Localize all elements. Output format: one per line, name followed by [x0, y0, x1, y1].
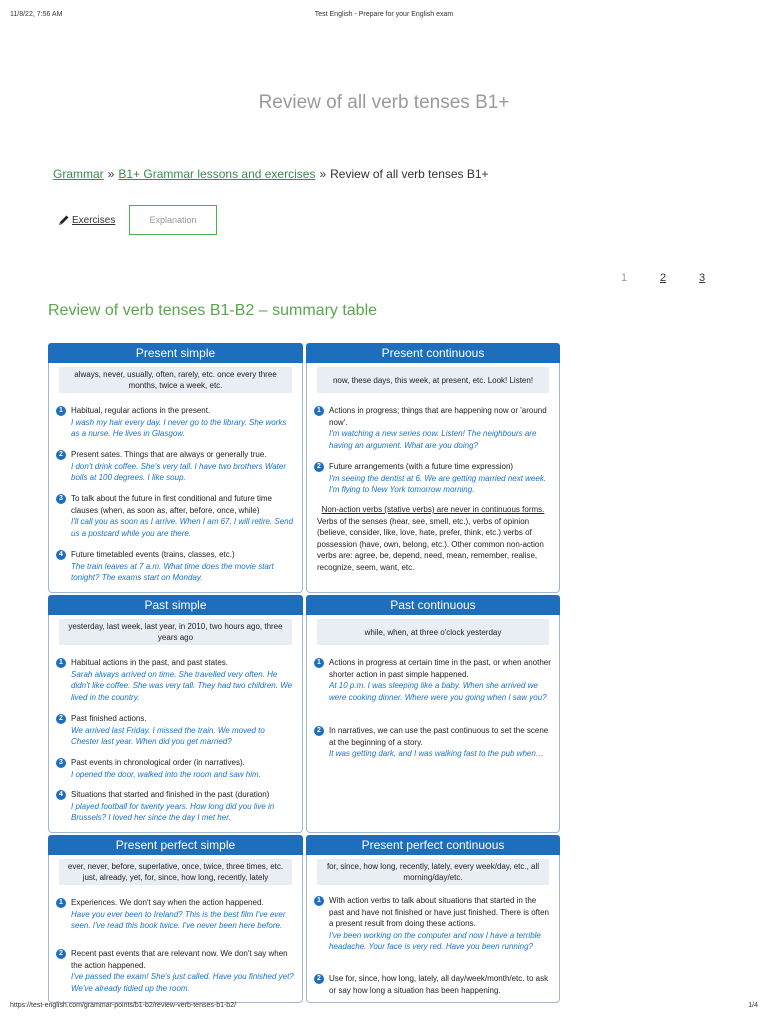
number-badge: 2	[314, 462, 324, 472]
usage-item	[56, 897, 294, 932]
usage-example: Sarah always arrived on time. She travelled very often. He didn't like coffee. She was very tall. They had two children. We lived in the country.	[71, 669, 293, 702]
note-heading: Non-action verbs (stative verbs) are never in continuous forms.	[321, 505, 545, 514]
panel-heading: Present perfect simple	[48, 835, 303, 855]
usage-item	[314, 461, 551, 496]
panel-heading: Present continuous	[306, 343, 560, 363]
print-url: https://test-english.com/grammar-points/b1-b2/review-verb-tenses-b1-b2/	[10, 1002, 237, 1009]
usage-item	[56, 493, 294, 539]
keywords-box: always, never, usually, often, rarely, etc. once every three months, twice a week, etc.	[59, 367, 292, 393]
number-badge: 2	[314, 974, 324, 984]
panel-past-simple	[48, 595, 303, 833]
keywords-box: while, when, at three o'clock yesterday	[317, 619, 549, 645]
usage-text: Experiences. We don't say when the action happened.	[71, 898, 264, 907]
usage-example: I wash my hair every day. I never go to the library. She works as a nurse. He lives in Glasgow.	[71, 417, 287, 438]
number-badge: 1	[314, 896, 324, 906]
usage-example: I'll call you as soon as I arrive. When I am 67, I will retire. Send us a postcard while you are there.	[71, 517, 294, 538]
tab-explanation[interactable]	[129, 205, 217, 235]
usage-item	[314, 725, 551, 760]
number-badge: 1	[314, 658, 324, 668]
usage-text: Recent past events that are relevant now. We don't say when the action happened.	[71, 949, 288, 970]
usage-example: It was getting dark, and I was walking fast to the pub when…	[329, 749, 544, 758]
breadcrumb	[53, 167, 489, 181]
usage-example: We arrived last Friday. I missed the train. We moved to Chester last year. When did you get married?	[71, 725, 265, 746]
usage-item	[314, 657, 551, 703]
pencil-icon	[58, 214, 70, 226]
print-date: 11/8/22, 7:56 AM	[10, 11, 63, 18]
usage-example: I played football for twenty years. How long did you live in Brussels? I loved her since the day I met her.	[71, 801, 275, 822]
usage-text: Habitual actions in the past, and past states.	[71, 658, 228, 667]
panel-present-perfect-continuous	[306, 835, 560, 1003]
number-badge: 4	[56, 550, 66, 560]
pagination-page-1: 1	[621, 272, 628, 284]
tab-exercises[interactable]	[58, 214, 115, 226]
usage-text: Use for, since, how long, lately, all day/week/month/etc. to ask or say how long a situation has been happening.	[329, 974, 549, 995]
section-title: Review of verb tenses B1-B2 – summary table	[48, 302, 378, 319]
print-footer	[10, 1002, 758, 1014]
number-badge: 1	[56, 898, 66, 908]
usage-item	[56, 713, 294, 748]
usage-item	[314, 973, 551, 996]
usage-text: Habitual, regular actions in the present.	[71, 406, 211, 415]
number-badge: 2	[314, 726, 324, 736]
usage-item	[56, 549, 294, 584]
usage-example: I'm seeing the dentist at 6. We are getting married next week. I'm flying to New York tomorrow morning.	[329, 473, 547, 494]
number-badge: 4	[56, 790, 66, 800]
panel-body	[48, 615, 303, 833]
panel-heading: Present simple	[48, 343, 303, 363]
usage-text: To talk about the future in first conditional and future time clauses (when, as soon as, after, before, once, while)	[71, 494, 273, 515]
panel-body	[48, 855, 303, 1003]
panel-body	[306, 615, 560, 833]
usage-text: Past finished actions.	[71, 714, 147, 723]
usage-item	[56, 757, 294, 780]
breadcrumb-separator: »	[107, 167, 115, 181]
usage-example: Have you ever been to Ireland? This is the best film I've ever seen. I've read this book twice. I've never been here before.	[71, 909, 286, 930]
number-badge: 3	[56, 758, 66, 768]
keywords-box: now, these days, this week, at present, etc. Look! Listen!	[317, 367, 549, 393]
keywords-box: for, since, how long, recently, lately, every week/day, etc., all morning/day/etc.	[317, 859, 549, 885]
breadcrumb-separator: »	[319, 167, 327, 181]
usage-example: I've passed the exam! She's just called. Have you finished yet? We've already tidied up the room.	[71, 972, 294, 993]
panel-past-continuous	[306, 595, 560, 833]
note-text: Verbs of the senses (hear, see, smell, etc.), verbs of opinion (believe, consider, like, love, hate, prefer, think, etc.) verbs of possession (have, own, belong, etc.). Other common non-action verbs are: agree, be, depend, need, mean, remember, realise, recognize, seem, want, etc.	[317, 516, 544, 572]
panel-heading: Present perfect continuous	[306, 835, 560, 855]
number-badge: 2	[56, 450, 66, 460]
pagination-page-3[interactable]: 3	[699, 272, 706, 284]
usage-item	[314, 895, 551, 953]
breadcrumb-grammar-link[interactable]: Grammar	[53, 167, 104, 181]
usage-text: Future arrangements (with a future time expression)	[329, 462, 514, 471]
usage-text: Actions in progress at certain time in the past, or when another shorter action in past simple happened.	[329, 658, 551, 679]
panel-present-perfect-simple	[48, 835, 303, 1003]
number-badge: 1	[56, 658, 66, 668]
tab-explanation-label: Explanation	[149, 215, 197, 225]
keywords-box: yesterday, last week, last year, in 2010, two hours ago, three years ago	[59, 619, 292, 645]
panel-body	[48, 363, 303, 593]
usage-text: Situations that started and finished in the past (duration)	[71, 790, 270, 799]
panel-present-continuous	[306, 343, 560, 593]
usage-example: I'm watching a new series now. Listen! The neighbours are having an argument. What are you doing?	[329, 429, 537, 450]
usage-item	[56, 405, 294, 440]
number-badge: 3	[56, 494, 66, 504]
tab-exercises-label: Exercises	[72, 214, 116, 226]
usage-text: In narratives, we can use the past continuous to set the scene at the beginning of a story.	[329, 726, 549, 747]
stative-verbs-note	[317, 504, 549, 573]
usage-example: I opened the door, walked into the room and saw him.	[71, 769, 261, 779]
usage-example: I've been working on the computer and now I have a terrible headache. Your face is very red. Have you been running?	[329, 930, 541, 951]
usage-text: Future timetabled events (trains, classes, etc.)	[71, 550, 235, 559]
usage-text: With action verbs to talk about situations that started in the past and have not finished or have just finished. There is often a present result from doing these actions.	[329, 896, 549, 928]
number-badge: 1	[56, 406, 66, 416]
usage-item	[56, 789, 294, 824]
breadcrumb-b1-link[interactable]: B1+ Grammar lessons and exercises	[118, 167, 316, 181]
usage-example: I don't drink coffee. She's very tall. I have two brothers Water boils at 100 degrees. I like soup.	[71, 461, 287, 482]
usage-example: At 10 p.m. I was sleeping like a baby. When she arrived we were cooking dinner. Where were you going when I saw you?	[329, 681, 547, 702]
usage-item	[314, 405, 551, 451]
page-title: Review of all verb tenses B1+	[258, 92, 510, 113]
pagination-page-2[interactable]: 2	[660, 272, 667, 284]
print-page-title: Test English - Prepare for your English exam	[314, 11, 454, 18]
usage-text: Actions in progress; things that are happening now or 'around now'.	[329, 406, 547, 427]
panel-body	[306, 363, 560, 593]
usage-item	[56, 657, 294, 703]
breadcrumb-current: Review of all verb tenses B1+	[330, 167, 489, 181]
panel-heading: Past continuous	[306, 595, 560, 615]
usage-text: Past events in chronological order (in narratives).	[71, 758, 245, 767]
usage-item	[56, 948, 294, 994]
usage-text: Present sates. Things that are always or generally true.	[71, 450, 267, 459]
number-badge: 1	[314, 406, 324, 416]
panel-present-simple	[48, 343, 303, 593]
usage-example: The train leaves at 7 a.m. What time does the movie start tonight? The exams start on Monday.	[71, 561, 274, 582]
panel-body	[306, 855, 560, 1003]
usage-item	[56, 449, 294, 484]
number-badge: 2	[56, 949, 66, 959]
panel-heading: Past simple	[48, 595, 303, 615]
print-page-number: 1/4	[748, 1002, 758, 1009]
keywords-box: ever, never, before, superlative, once, twice, three times, etc. just, already, yet, for, since, how long, recently, lately	[59, 859, 292, 885]
print-header	[10, 11, 758, 23]
number-badge: 2	[56, 714, 66, 724]
